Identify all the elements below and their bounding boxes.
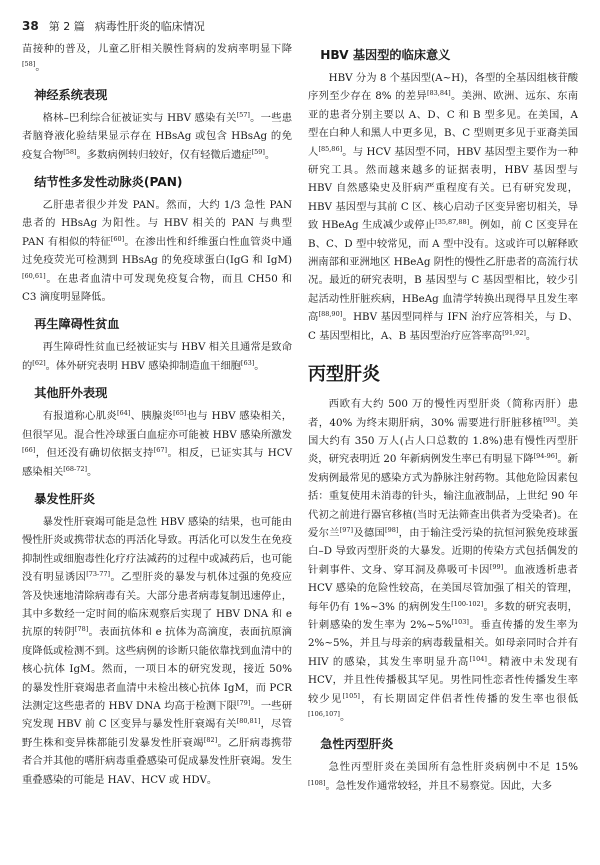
chapter-title-hepatitis-c: 丙型肝炎: [308, 364, 380, 386]
section-title-genotype: HBV 基因型的临床意义: [320, 48, 451, 62]
section-title-fulminant: 暴发性肝炎: [34, 491, 96, 506]
section-title-pan: 结节性多发性动脉炎(PAN): [34, 175, 183, 190]
intro-paragraph: 苗接种的普及，儿童乙肝相关膜性肾病的发病率明显下降[58]。: [22, 43, 292, 74]
paragraph-genotype: HBV 分为 8 个基因型(A~H)，各型的全基因组核苷酸序列至少存在 8% 的差异[83,84]。美洲、欧洲、远东、东南亚的患者分别主要以 A、D、C 和 B 型多见。在美国，A 型在白种人和黑人中更多见，B、C 型则更多见于亚裔美国人[85,86]。与 HCV 基因型不同，HBV 基因型主要作为一种研究工具。然而越来越多的证据表明，HBV 基因型与 HBV 自然感染史及肝病严重程度有关。已有研究发现，HBV 基因型与其前 C 区、核心启动子区变异密切相关，导致 HBeAg 生成减少或停止[35,87,88]。例如，前 C 区变异在 B、C、D 型中较常见，而 A 型中没有。这或许可以解释欧洲南部和亚洲地区 HBeAg 阴性的慢性乙肝患者的高流行状况。最近的研究表明，B 基因型与 C 基因型相比，较少引起活动性肝脏疾病，HBeAg 血清学转换出现得早且发生率高[88,90]。HBV 基因型同样与 IFN 治疗应答相关，与 D、C 基因型相比，A、B 基因型治疗应答率高[91,92]。: [308, 72, 578, 342]
section-title-anemia: 再生障碍性贫血: [34, 317, 120, 332]
page-number: 38: [22, 19, 39, 33]
running-header: [22, 16, 578, 36]
part-label: 第 2 篇: [48, 20, 85, 33]
paragraph-acute-hcv: 急性丙型肝炎在美国所有急性肝炎病例中不足 15%[108]。急性发作通常较轻，并且不易察觉。因此，大多: [308, 761, 578, 792]
paragraph-hepatitis-c: 西欧有大约 500 万的慢性丙型肝炎（简称丙肝）患者，40% 为终末期肝病，30% 需要进行肝脏移植[93]。美国大约有 350 万人(占人口总数的 1.8%)患有慢性丙型肝炎，研究表明近 20 年新病例发生率已有明显下降[94-96]。新发病例最常见的感染方式为静脉注射药物。其他危险因素包括：重复使用未消毒的针头，输注血液制品，上世纪 90 年代初之前进行器官移植(当时无法筛查出供者为受染者)。在爱尔兰[97]及德国[98]，由于输注受污染的抗恒河猴免疫球蛋白–D 导致丙型肝炎的大暴发。近期的传染方式包括偶发的针刺事件、文身、穿耳洞及鼻吸可卡因[99]。血液透析患者 HCV 感染的危险性较高，在美国尽管加强了相关的管理，每年仍有 1%~3% 的病例发生[100-102]。多数的研究表明，针刺感染的发生率为 2%~5%[103]。垂直传播的发生率为 2%~5%，并且与母亲的病毒载量相关。如母亲同时合并有 HIV 的感染，其发生率明显升高[104]。精液中未发现有 HCV，并且性传播极其罕见。男性同性恋者性传播发生率较少见[105]，有长期固定伴侣者性传播的发生率也很低[106,107]。: [308, 398, 579, 723]
running-title: 病毒性肝炎的临床情况: [94, 20, 205, 33]
section-title-acute-hcv: 急性丙型肝炎: [320, 737, 394, 752]
section-title-other: 其他肝外表现: [34, 386, 108, 401]
paragraph-neuro: 格林–巴利综合征被证实与 HBV 感染有关[57]。一些患者脑脊液化验结果显示存在 HBsAg 或包含 HBsAg 的免疫复合物[58]。多数病例转归较好，仅有轻微后遗症[59]。: [22, 110, 293, 161]
section-title-neuro: 神经系统表现: [34, 87, 108, 102]
right-column: [308, 40, 578, 795]
left-column: [22, 40, 292, 789]
paragraph-anemia: 再生障碍性贫血已经被证实与 HBV 相关且通常是致命的[62]。体外研究表明 HBV 感染抑制造血干细胞[63]。: [22, 341, 292, 372]
paragraph-fulminant: 暴发性肝衰竭可能是急性 HBV 感染的结果，也可能由慢性肝炎或携带状态的再活化导致。再活化可以发生在免疫抑制性或细胞毒性化疗疗法减药的过程中或减药后，也可能没有明显诱因[73-77]。乙型肝炎的暴发与机体过强的免疫应答及快速地清除病毒有关。大部分患者病毒复制迅速停止，其中多数经一定时间的临床观察后实现了 HBV DNA 和 e 抗原的转阴[78]。表面抗体和 e 抗体为高滴度，表面抗原滴度降低或检测不到。这些病例的诊断只能依靠找到血清中的核心抗体 IgM。然而，一项日本的研究发现，接近 50% 的暴发性肝衰竭患者血清中未检出核心抗体 IgM，而 PCR 法测定这些患者的 HBV DNA 均高于检测下限[79]。一些研究发现 HBV 前 C 区变异与暴发性肝衰竭有关[80,81]，尽管野生株和变异株都能引发暴发性肝衰竭[82]。乙肝病毒携带者合并其他的嗜肝病毒重叠感染可促成暴发性肝衰竭。发生重叠感染的可能是 HAV、HCV 或 HDV。: [22, 515, 293, 786]
paragraph-other: 有报道称心肌炎[64]、胰腺炎[65]也与 HBV 感染相关，但很罕见。混合性冷球蛋白血症亦可能被 HBV 感染所激发[66]，但还没有确切依据支持[67]。相反，已证实其与 HCV 感染相关[68-72]。: [22, 409, 293, 478]
paragraph-pan: 乙肝患者很少并发 PAN。然而，大约 1/3 急性 PAN 患者的 HBsAg 为阳性。与 HBV 相关的 PAN 与典型 PAN 有相似的特征[60]。在渗出性和纤维蛋白性血管炎中通过免疫荧光可检测到 HBsAg 的免疫球蛋白(IgG 和 IgM)[60,61]。在患者血清中可发现免疫复合物，而且 CH50 和 C3 滴度明显降低。: [22, 199, 293, 304]
